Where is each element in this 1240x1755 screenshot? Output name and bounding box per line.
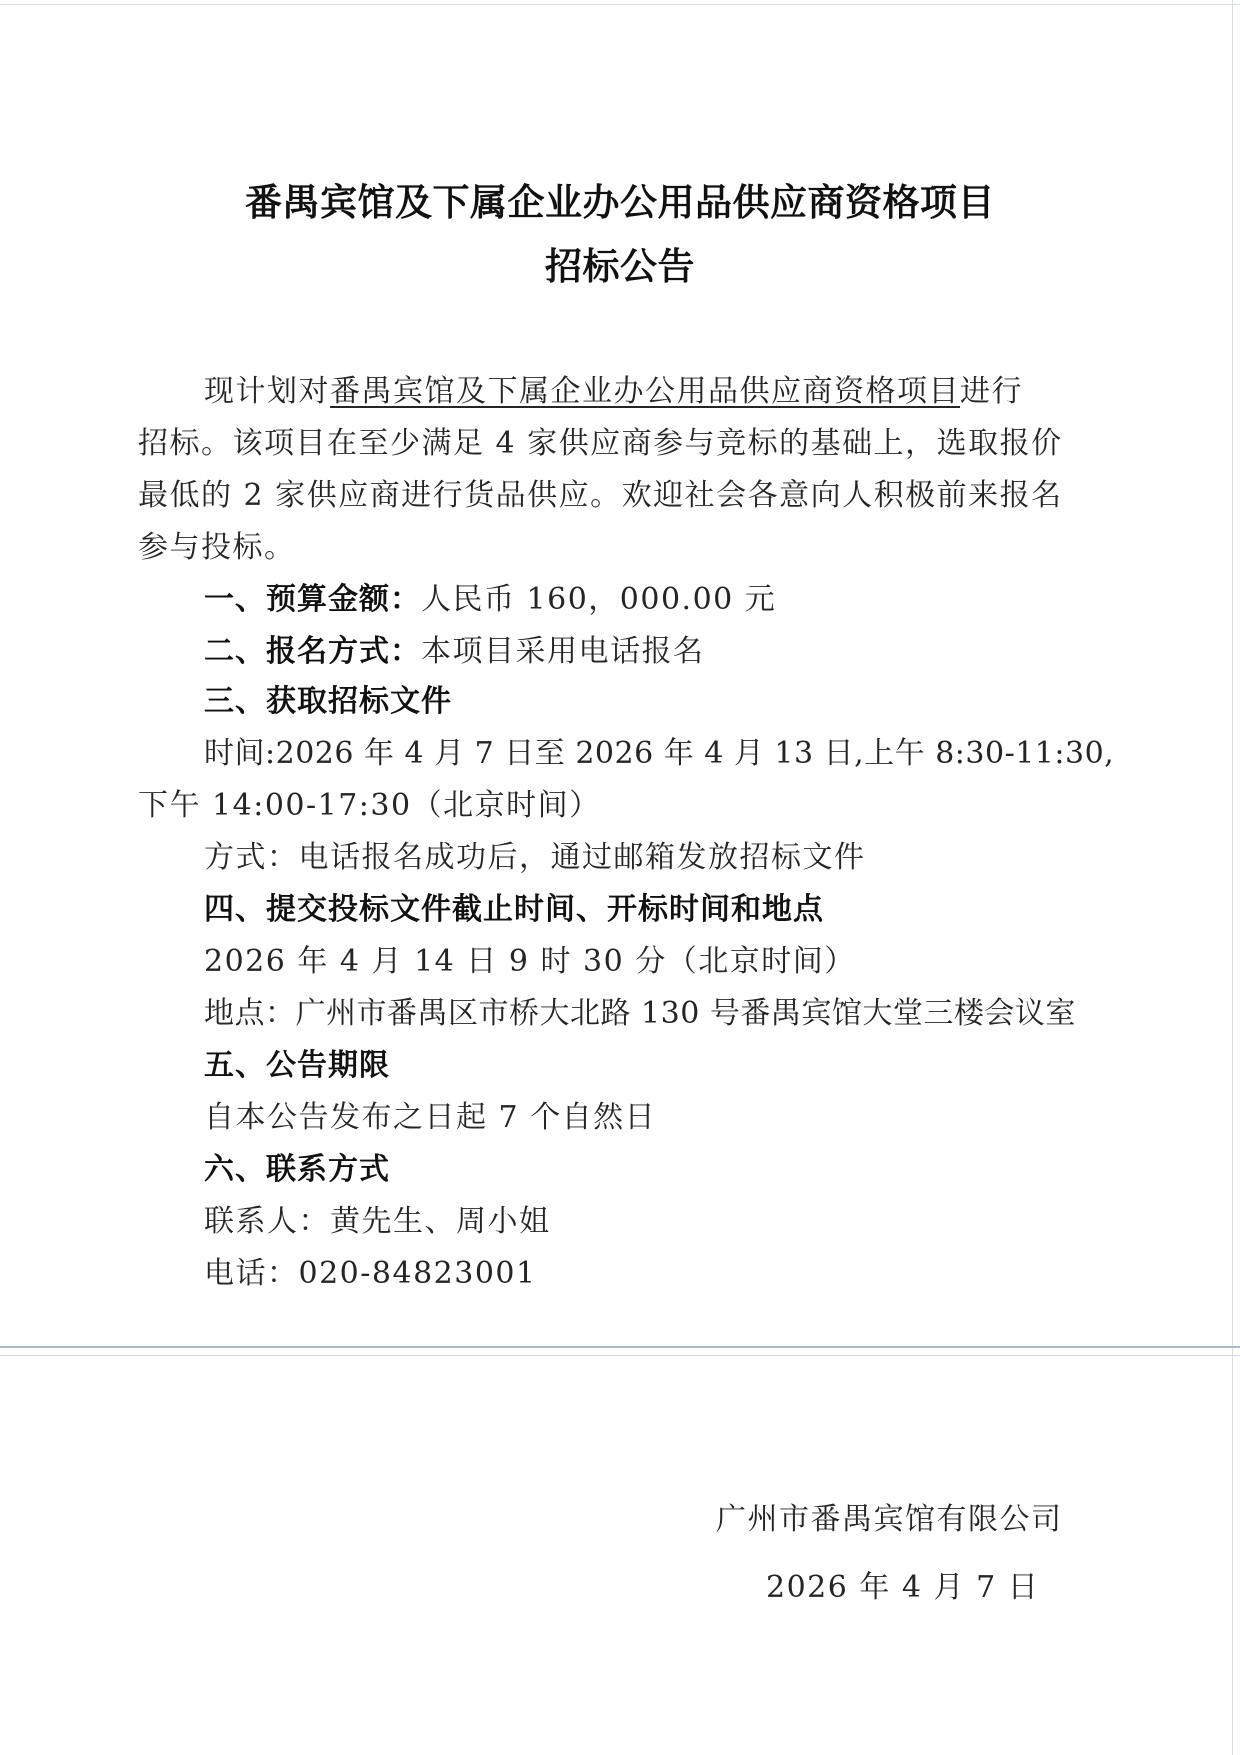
- signature-date: 2026 年 4 月 7 日: [766, 1570, 1040, 1605]
- intro-line-1: [0, 366, 1240, 418]
- submission-heading: 四、提交投标文件截止时间、开标时间和地点: [204, 892, 824, 927]
- document-title-line2: 招标公告: [545, 245, 695, 288]
- intro-line-2: 招标。该项目在至少满足 4 家供应商参与竞标的基础上，选取报价: [138, 426, 1063, 461]
- period-value: 自本公告发布之日起 7 个自然日: [204, 1100, 657, 1135]
- submission-time: 2026 年 4 月 14 日 9 时 30 分（北京时间）: [204, 944, 856, 979]
- registration-line: [0, 626, 1240, 678]
- page-separator: [0, 1346, 1240, 1356]
- registration-value: 本项目采用电话报名: [421, 634, 705, 669]
- contact-person: 联系人：黄先生、周小姐: [204, 1204, 551, 1239]
- obtain-docs-method: 方式：电话报名成功后，通过邮箱发放招标文件: [204, 840, 866, 875]
- intro-prefix: 现计划对: [204, 374, 330, 409]
- obtain-docs-heading: 三、获取招标文件: [204, 684, 452, 719]
- budget-line: [0, 574, 1240, 626]
- contact-phone: 电话：020-84823001: [204, 1256, 537, 1291]
- signature-company: 广州市番禺宾馆有限公司: [716, 1502, 1063, 1537]
- document-title-line1: 番禺宾馆及下属企业办公用品供应商资格项目: [245, 181, 995, 224]
- intro-line-4: 参与投标。: [138, 530, 296, 565]
- intro-line-3: 最低的 2 家供应商进行货品供应。欢迎社会各意向人积极前来报名: [138, 478, 1063, 513]
- contact-heading: 六、联系方式: [204, 1152, 390, 1187]
- obtain-docs-time-line1: 时间:2026 年 4 月 7 日至 2026 年 4 月 13 日,上午 8:30-11:30,: [204, 736, 1115, 771]
- obtain-docs-time-line2: 下午 14:00-17:30（北京时间）: [138, 788, 601, 823]
- intro-project-name: 番禺宾馆及下属企业办公用品供应商资格项目: [330, 374, 960, 409]
- intro-suffix: 进行: [960, 374, 1023, 409]
- scan-edge-top: [0, 4, 1240, 5]
- period-heading: 五、公告期限: [204, 1048, 390, 1083]
- budget-value: 人民币 160，000.00 元: [421, 582, 777, 617]
- submission-location: 地点：广州市番禺区市桥大北路 130 号番禺宾馆大堂三楼会议室: [204, 996, 1076, 1031]
- registration-heading: 二、报名方式：: [204, 634, 421, 669]
- budget-heading: 一、预算金额：: [204, 582, 421, 617]
